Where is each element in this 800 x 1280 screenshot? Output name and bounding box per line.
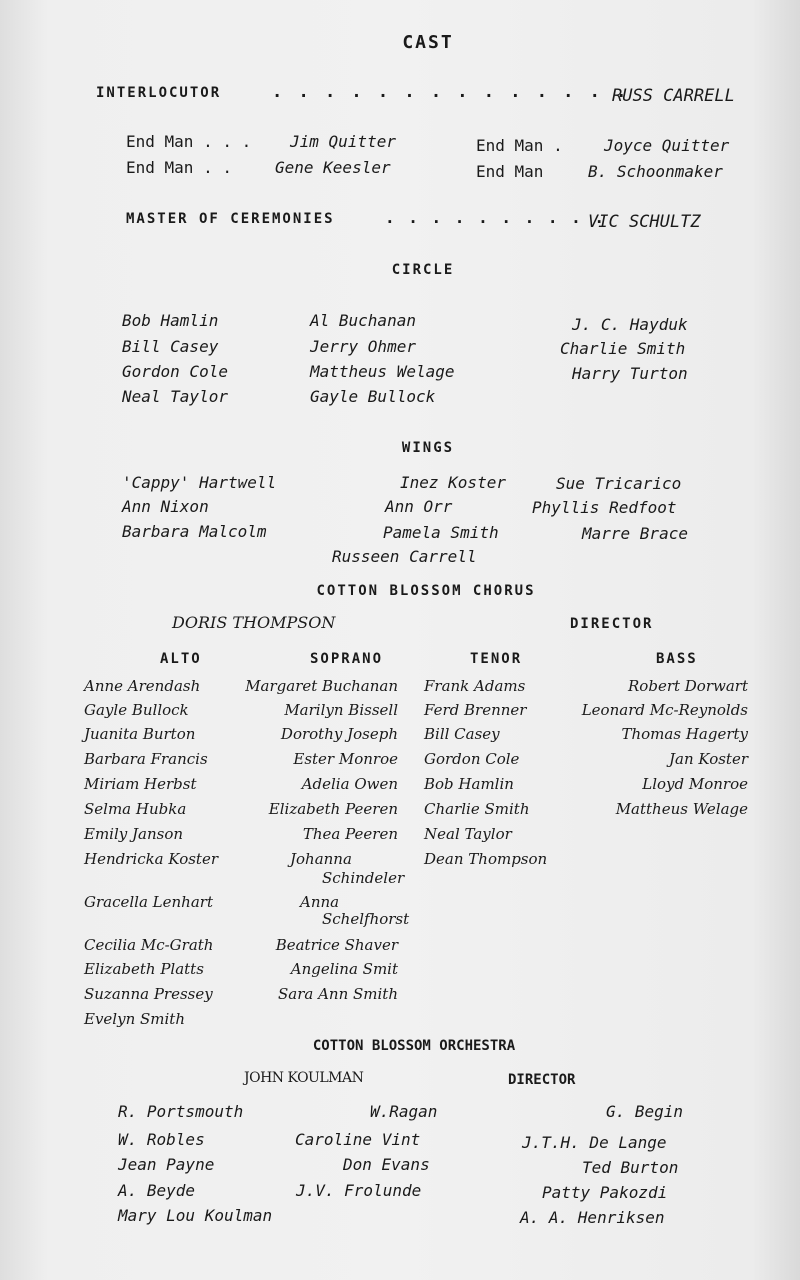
orchestra-member: Don Evans [343, 1155, 430, 1174]
circle-member: J. C. Hayduk [572, 315, 688, 334]
alto-singer: Hendricka Koster [84, 850, 218, 868]
wings-member: Russeen Carrell [332, 547, 477, 566]
circle-member: Bill Casey [122, 337, 219, 356]
page-title: CAST [402, 32, 454, 53]
tenor-singer: Ferd Brenner [424, 701, 527, 719]
tenor-singer: Frank Adams [424, 677, 526, 695]
circle-member: Harry Turton [572, 364, 688, 383]
master-name: VIC SCHULTZ [588, 212, 701, 232]
tenor-singer: Dean Thompson [424, 850, 548, 868]
wings-member: Phyllis Redfoot [532, 498, 677, 517]
bass-singer: Leonard Mc-Reynolds [581, 701, 748, 719]
circle-member: Al Buchanan [310, 311, 416, 330]
alto-label: ALTO [160, 651, 202, 667]
end-man-name: Joyce Quitter [604, 136, 730, 155]
circle-member: Gordon Cole [122, 362, 228, 381]
wings-member: Barbara Malcolm [122, 522, 267, 541]
soprano-singer: Ester Monroe [293, 750, 398, 768]
wings-member: Sue Tricarico [556, 474, 682, 493]
wings-member: Marre Brace [582, 524, 688, 543]
alto-singer: Barbara Francis [84, 750, 208, 768]
wings-member: Pamela Smith [383, 523, 499, 542]
wings-member: Inez Koster [400, 473, 506, 492]
orchestra-director-label: DIRECTOR [508, 1072, 576, 1088]
alto-singer: Elizabeth Platts [84, 960, 204, 978]
soprano-singer: Anna [300, 893, 340, 911]
circle-member: Mattheus Welage [310, 362, 455, 381]
alto-singer: Juanita Burton [84, 725, 196, 743]
master-role: MASTER OF CEREMONIES [126, 211, 335, 227]
circle-member: Gayle Bullock [310, 387, 436, 406]
circle-member: Charlie Smith [560, 339, 686, 358]
soprano-singer: Adelia Owen [301, 775, 398, 793]
soprano-singer: Marilyn Bissell [284, 701, 398, 719]
circle-member: Bob Hamlin [122, 311, 219, 330]
master-dots: . . . . . . . . . . [385, 208, 607, 227]
tenor-singer: Bill Casey [424, 725, 500, 743]
end-man-name: B. Schoonmaker [588, 162, 723, 181]
circle-member: Jerry Ohmer [310, 337, 416, 356]
circle-member: Neal Taylor [122, 387, 228, 406]
alto-singer: Anne Arendash [84, 677, 201, 695]
orchestra-member: W. Robles [118, 1130, 205, 1149]
orchestra-member: A. A. Henriksen [520, 1208, 665, 1227]
orchestra-member: G. Begin [606, 1102, 684, 1121]
bass-singer: Mattheus Welage [615, 800, 748, 818]
orchestra-member: Patty Pakozdi [542, 1183, 668, 1202]
soprano-singer: Thea Peeren [302, 825, 398, 843]
bass-singer: Lloyd Monroe [642, 775, 748, 793]
end-man-label: End Man . . [126, 158, 232, 177]
alto-singer: Miriam Herbst [84, 775, 197, 793]
orchestra-member: A. Beyde [118, 1181, 196, 1200]
tenor-singer: Charlie Smith [424, 800, 530, 818]
alto-singer: Suzanna Pressey [84, 985, 213, 1003]
end-man-label: End Man . . . [126, 132, 252, 151]
tenor-singer: Gordon Cole [424, 750, 520, 768]
soprano-singer: Margaret Buchanan [245, 677, 398, 695]
soprano-singer: Beatrice Shaver [275, 936, 398, 954]
orchestra-member: Jean Payne [118, 1155, 215, 1174]
alto-singer: Evelyn Smith [84, 1010, 185, 1028]
orchestra-member: R. Portsmouth [118, 1102, 244, 1121]
orchestra-heading: COTTON BLOSSOM ORCHESTRA [312, 1038, 516, 1054]
alto-singer: Selma Hubka [84, 800, 187, 818]
chorus-director-name: DORIS THOMPSON [172, 613, 336, 632]
wings-member: Ann Orr [385, 497, 453, 516]
interlocutor-name: RUSS CARRELL [612, 86, 735, 106]
alto-singer: Cecilia Mc-Grath [84, 936, 214, 954]
soprano-singer: Dorothy Joseph [280, 725, 398, 743]
wings-member: 'Cappy' Hartwell [122, 473, 277, 492]
orchestra-director-name: JOHN KOULMAN [244, 1070, 364, 1086]
alto-singer: Gracella Lenhart [84, 893, 213, 911]
alto-singer: Emily Janson [84, 825, 184, 843]
chorus-heading: COTTON BLOSSOM CHORUS [316, 583, 536, 599]
orchestra-member: Mary Lou Koulman [118, 1206, 273, 1225]
chorus-director-label: DIRECTOR [570, 616, 654, 632]
orchestra-member: J.V. Frolunde [296, 1181, 422, 1200]
bass-singer: Robert Dorwart [628, 677, 748, 695]
bass-singer: Jan Koster [669, 750, 748, 768]
tenor-label: TENOR [470, 651, 523, 667]
soprano-singer: Schelfhorst [322, 910, 410, 928]
end-man-label: End Man . [476, 136, 563, 155]
end-man-name: Jim Quitter [290, 132, 396, 151]
tenor-singer: Bob Hamlin [424, 775, 514, 793]
interlocutor-role: INTERLOCUTOR [96, 85, 222, 101]
tenor-singer: Neal Taylor [424, 825, 512, 843]
wings-heading: WINGS [401, 440, 455, 456]
soprano-singer: Angelina Smit [290, 960, 398, 978]
wings-member: Ann Nixon [122, 497, 209, 516]
bass-singer: Thomas Hagerty [621, 725, 748, 743]
soprano-singer: Elizabeth Peeren [268, 800, 398, 818]
orchestra-member: W.Ragan [370, 1102, 438, 1121]
soprano-singer: Schindeler [322, 869, 405, 887]
soprano-singer: Johanna [290, 850, 352, 868]
orchestra-member: J.T.H. De Lange [522, 1133, 667, 1152]
end-man-label: End Man [476, 162, 544, 181]
orchestra-member: Caroline Vint [295, 1130, 421, 1149]
bass-label: BASS [656, 651, 698, 667]
soprano-singer: Sara Ann Smith [277, 985, 398, 1003]
soprano-label: SOPRANO [310, 651, 384, 667]
circle-heading: CIRCLE [391, 262, 455, 278]
alto-singer: Gayle Bullock [84, 701, 189, 719]
end-man-name: Gene Keesler [275, 158, 391, 177]
interlocutor-dots: . . . . . . . . . . . . . . [272, 82, 630, 102]
orchestra-member: Ted Burton [582, 1158, 679, 1177]
